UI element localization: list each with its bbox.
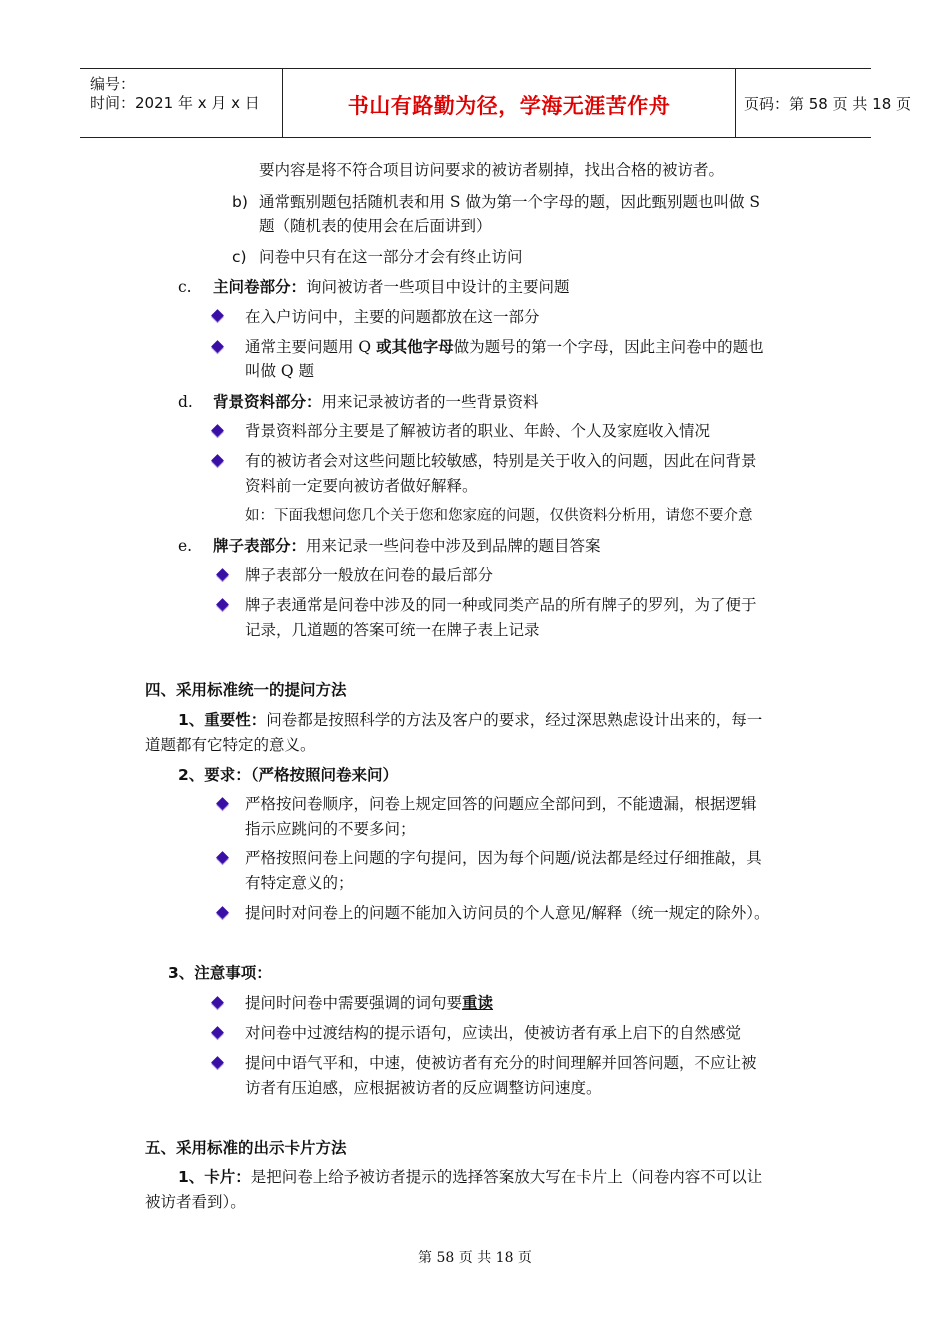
list-marker: c) [232, 248, 247, 266]
header-motto: 书山有路勤为径，学海无涯苦作舟 [347, 94, 671, 118]
document-number-label: 编号： [90, 75, 136, 93]
list-item: 问卷中只有在这一部分才会有终止访问 [259, 248, 523, 266]
paragraph-line: 要内容是将不符合项目访问要求的被访者剔掉，找出合格的被访者。 [259, 161, 725, 179]
list-item: 通常甄别题包括随机表和用 S 做为第一个字母的题，因此甄别题也叫做 S [259, 193, 761, 211]
section-heading-item: 主问卷部分：询问被访者一些项目中设计的主要问题 [213, 277, 570, 296]
numbered-item-continued: 道题都有它特定的意义。 [145, 736, 316, 754]
bullet-item: 严格按问卷顺序，问卷上规定回答的问题应全部问到，不能遗漏，根据逻辑 [245, 795, 757, 813]
example-quote: 如：下面我想问您几个关于您和您家庭的问题，仅供资料分析用，请您不要介意 [245, 508, 753, 524]
page-header [80, 68, 912, 138]
bullet-diamond-icon [211, 424, 224, 437]
section-heading-item: 牌子表部分：用来记录一些问卷中涉及到品牌的题目答案 [213, 536, 601, 555]
bullet-item-continued: 访者有压迫感，应根据被访者的反应调整访问速度。 [245, 1079, 602, 1097]
bullet-diamond-icon [211, 1056, 224, 1069]
bullet-diamond-icon [216, 906, 229, 919]
bullet-diamond-icon [216, 851, 229, 864]
numbered-item-continued: 被访者看到）。 [145, 1193, 246, 1211]
bullet-item-continued: 叫做 Q 题 [245, 362, 315, 380]
bullet-item-continued: 记录，几道题的答案可统一在牌子表上记录 [245, 621, 540, 639]
section-title: 四、采用标准统一的提问方法 [145, 681, 347, 699]
bullet-item: 牌子表通常是问卷中涉及的同一种或同类产品的所有牌子的罗列，为了便于 [245, 596, 757, 614]
page-footer: 第 58 页 共 18 页 [418, 1250, 532, 1266]
bullet-item: 有的被访者会对这些问题比较敏感，特别是关于收入的问题，因此在问背景 [245, 452, 757, 470]
list-marker: c. [178, 278, 192, 296]
section-heading-item: 背景资料部分：用来记录被访者的一些背景资料 [213, 392, 539, 411]
bullet-item-continued: 有特定意义的； [245, 874, 354, 892]
numbered-item: 1、重要性：问卷都是按照科学的方法及客户的要求，经过深思熟虑设计出来的，每一 [178, 711, 763, 729]
bullet-diamond-icon [211, 340, 224, 353]
header-motto-cell [282, 69, 736, 137]
bullet-item-continued: 资料前一定要向被访者做好解释。 [245, 477, 478, 495]
bullet-item: 提问时对问卷上的问题不能加入访问员的个人意见/解释（统一规定的除外）。 [245, 904, 770, 922]
section-title: 五、采用标准的出示卡片方法 [145, 1139, 347, 1157]
bullet-diamond-icon [211, 996, 224, 1009]
bullet-item: 提问中语气平和，中速，使被访者有充分的时间理解并回答问题，不应让被 [245, 1054, 757, 1072]
bullet-diamond-icon [216, 797, 229, 810]
list-marker: d. [178, 393, 193, 411]
bullet-item: 背景资料部分主要是了解被访者的职业、年龄、个人及家庭收入情况 [245, 422, 711, 440]
bullet-diamond-icon [216, 598, 229, 611]
bullet-item: 对问卷中过渡结构的提示语句，应读出，使被访者有承上启下的自然感觉 [245, 1024, 742, 1042]
list-item-continued: 题（随机表的使用会在后面讲到） [259, 217, 492, 235]
bullet-diamond-icon [211, 309, 224, 322]
date-label: 时间：2021 年 x 月 x 日 [90, 94, 260, 112]
bullet-item: 提问时问卷中需要强调的词句要重读 [245, 993, 494, 1012]
bullet-diamond-icon [211, 1026, 224, 1039]
bullet-item-continued: 指示应跳问的不要多问； [245, 820, 416, 838]
bullet-item: 通常主要问题用 Q 或其他字母做为题号的第一个字母，因此主问卷中的题也 [245, 337, 764, 356]
numbered-item-title: 3、注意事项： [168, 964, 272, 982]
bullet-diamond-icon [211, 454, 224, 467]
header-meta-cell [80, 69, 282, 137]
numbered-item-title: 2、要求：（严格按照问卷来问） [178, 766, 399, 784]
list-marker: e. [178, 537, 193, 555]
bullet-item: 牌子表部分一般放在问卷的最后部分 [245, 566, 494, 584]
list-marker: b) [232, 193, 248, 211]
header-page-number: 页码：第 58 页 共 18 页 [744, 95, 912, 113]
bullet-diamond-icon [216, 568, 229, 581]
numbered-item: 1、卡片：是把问卷上给予被访者提示的选择答案放大写在卡片上（问卷内容不可以让 [178, 1168, 763, 1186]
bullet-item: 在入户访问中，主要的问题都放在这一部分 [245, 308, 540, 326]
bullet-item: 严格按照问卷上问题的字句提问，因为每个问题/说法都是经过仔细推敲，具 [245, 849, 762, 867]
header-page-cell [735, 69, 912, 137]
